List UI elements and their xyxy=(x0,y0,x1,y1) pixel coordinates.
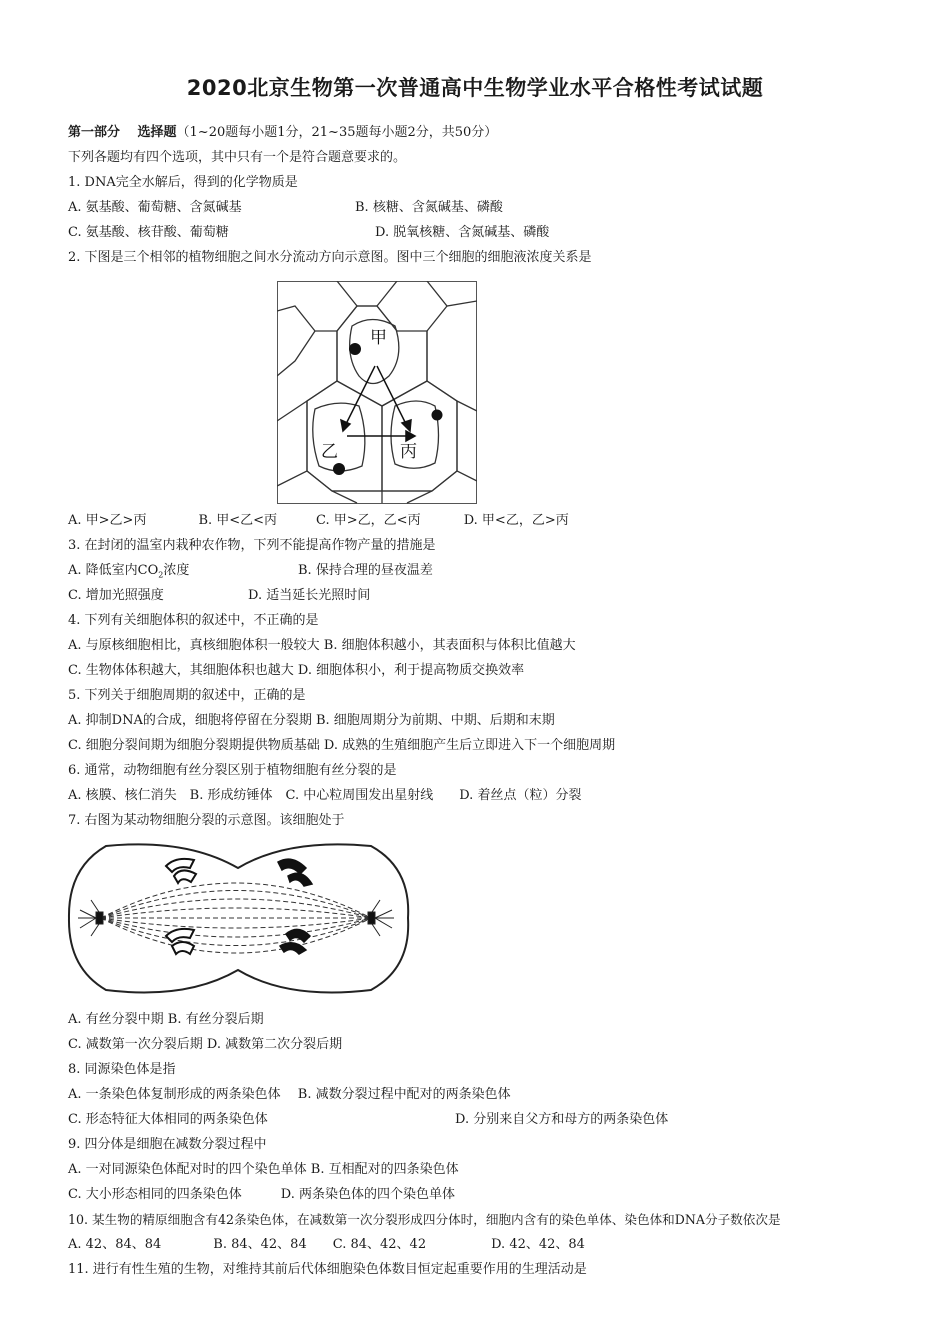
q4-options-cd: C. 生物体体积越大，其细胞体积也越大 D. 细胞体积小，利于提高物质交换效率 xyxy=(68,663,525,678)
q4-options-ab: A. 与原核细胞相比，真核细胞体积一般较大 B. 细胞体积越小，其表面积与体积比值越大 xyxy=(68,638,576,653)
q3-option-b: B. 保持合理的昼夜温差 xyxy=(298,563,433,578)
q1-option-c: C. 氨基酸、核苷酸、葡萄糖 xyxy=(68,225,229,240)
q1-option-d: D. 脱氧核糖、含氮碱基、磷酸 xyxy=(375,225,550,240)
q8-option-c: C. 形态特征大体相同的两条染色体 xyxy=(68,1112,268,1127)
q2-options: A. 甲>乙>丙 B. 甲<乙<丙 C. 甲>乙，乙<丙 D. 甲<乙，乙>丙 xyxy=(68,513,569,528)
plant-cells-figure xyxy=(277,281,477,504)
q7-options-cd: C. 减数第一次分裂后期 D. 减数第二次分裂后期 xyxy=(68,1037,343,1052)
q4-stem: 4. 下列有关细胞体积的叙述中，不正确的是 xyxy=(68,613,319,628)
cell-label-jia: 甲 xyxy=(370,328,387,348)
q9-options-ab: A. 一对同源染色体配对时的四个染色单体 B. 互相配对的四条染色体 xyxy=(68,1162,459,1177)
q3-option-a-subscript: 2 xyxy=(158,570,164,580)
q3-stem: 3. 在封闭的温室内栽种农作物，下列不能提高作物产量的措施是 xyxy=(68,538,436,553)
q2-stem: 2. 下图是三个相邻的植物细胞之间水分流动方向示意图。图中三个细胞的细胞液浓度关系是 xyxy=(68,250,592,265)
q5-options-cd: C. 细胞分裂间期为细胞分裂期提供物质基础 D. 成熟的生殖细胞产生后立即进入下一个细胞周期 xyxy=(68,738,616,753)
q8-stem: 8. 同源染色体是指 xyxy=(68,1062,176,1077)
q9-options-cd: C. 大小形态相同的四条染色体 D. 两条染色体的四个染色单体 xyxy=(68,1187,455,1202)
q7-stem: 7. 右图为某动物细胞分裂的示意图。该细胞处于 xyxy=(68,813,345,828)
cell-label-yi: 乙 xyxy=(321,442,338,462)
q3-option-d: D. 适当延长光照时间 xyxy=(248,588,371,603)
q7-options-ab: A. 有丝分裂中期 B. 有丝分裂后期 xyxy=(68,1012,264,1027)
instruction: 下列各题均有四个选项，其中只有一个是符合题意要求的。 xyxy=(68,150,407,165)
part1-label: 第一部分 选择题 xyxy=(68,125,177,140)
cell-label-bing: 丙 xyxy=(400,442,417,462)
q5-options-ab: A. 抑制DNA的合成，细胞将停留在分裂期 B. 细胞周期分为前期、中期、后期和末期 xyxy=(68,713,555,728)
part1-note: （1~20题每小题1分，21~35题每小题2分，共50分） xyxy=(176,125,498,140)
q10-stem: 10. 某生物的精原细胞含有42条染色体，在减数第一次分裂形成四分体时，细胞内含有的染色单体、染色体和DNA分子数依次是 xyxy=(68,1212,781,1227)
q9-stem: 9. 四分体是细胞在减数分裂过程中 xyxy=(68,1137,267,1152)
q3-option-a-text: A. 降低室内CO xyxy=(68,563,159,578)
q10-options: A. 42、84、84 B. 84、42、84 C. 84、42、42 D. 42、42、84 xyxy=(68,1237,585,1252)
q6-stem: 6. 通常，动物细胞有丝分裂区别于植物细胞有丝分裂的是 xyxy=(68,763,397,778)
q5-stem: 5. 下列关于细胞周期的叙述中，正确的是 xyxy=(68,688,306,703)
part1-header xyxy=(68,124,497,142)
q6-options: A. 核膜、核仁消失 B. 形成纺锤体 C. 中心粒周围发出星射线 D. 着丝点（粒）分裂 xyxy=(68,788,582,803)
q3-option-a-suffix: 浓度 xyxy=(163,563,190,578)
q1-stem: 1. DNA完全水解后，得到的化学物质是 xyxy=(68,175,298,190)
q1-option-a: A. 氨基酸、葡萄糖、含氮碱基 xyxy=(68,200,242,215)
page-title: 2020北京生物第一次普通高中生物学业水平合格性考试试题 xyxy=(186,76,764,100)
q8-option-d: D. 分别来自父方和母方的两条染色体 xyxy=(455,1112,669,1127)
cell-division-figure xyxy=(66,838,411,1000)
q8-options-ab: A. 一条染色体复制形成的两条染色体 B. 减数分裂过程中配对的两条染色体 xyxy=(68,1087,511,1102)
q1-option-b: B. 核糖、含氮碱基、磷酸 xyxy=(355,200,503,215)
q3-option-a xyxy=(68,562,189,585)
q11-stem: 11. 进行有性生殖的生物，对维持其前后代体细胞染色体数目恒定起重要作用的生理活动是 xyxy=(68,1262,587,1277)
q3-option-c: C. 增加光照强度 xyxy=(68,588,164,603)
